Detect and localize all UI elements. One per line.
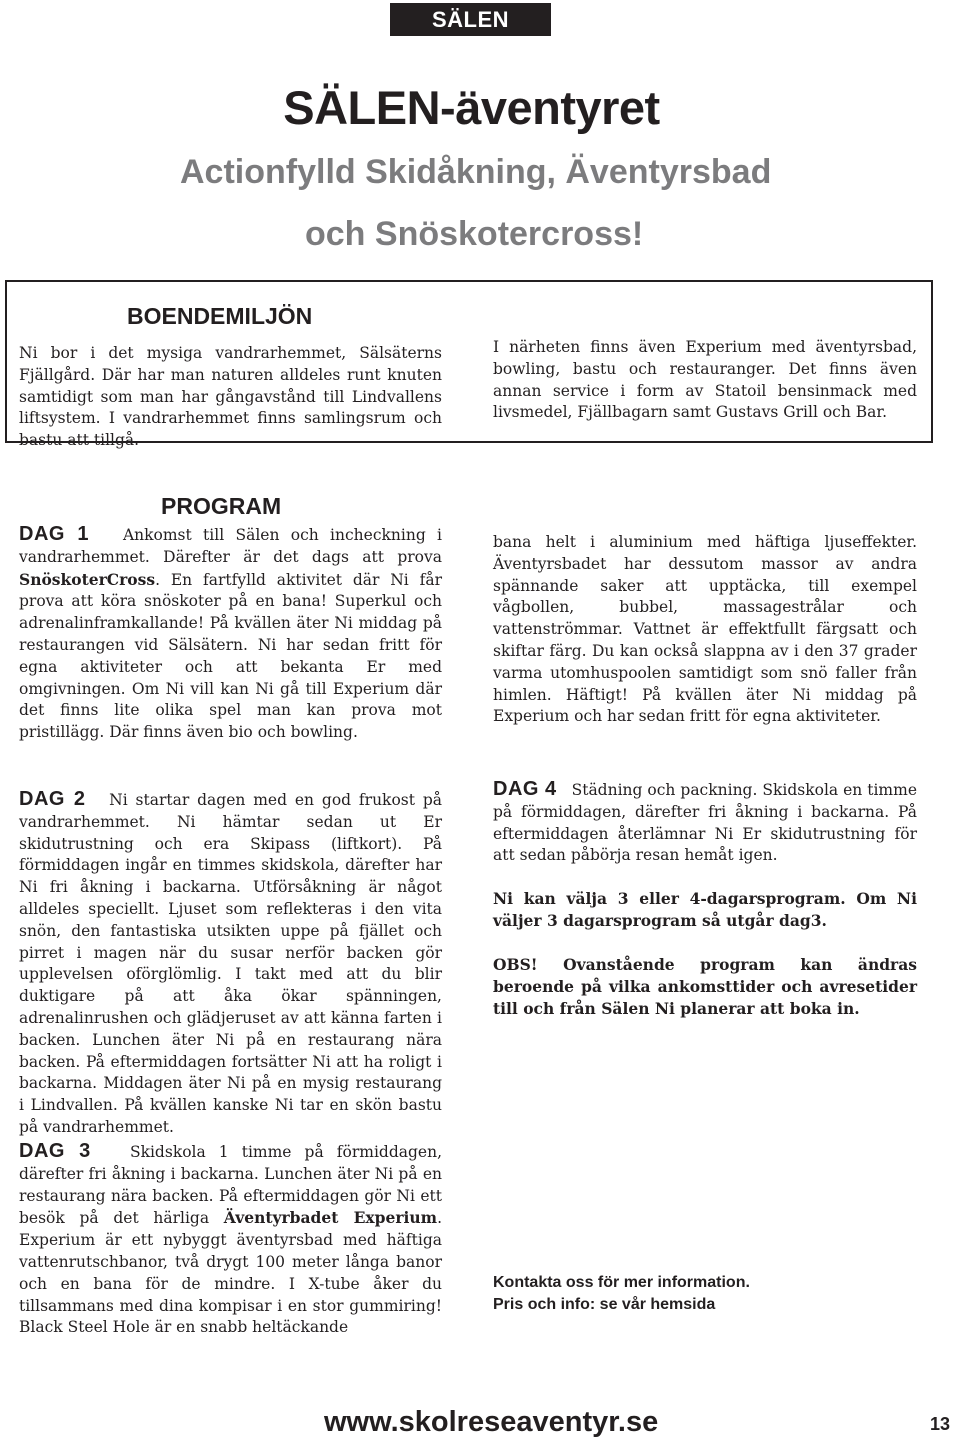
program-choice-note: Ni kan välja 3 eller 4-dagarsprogram. Om Ni väljer 3 dagarsprogram så utgår dag3. <box>493 889 917 930</box>
day1-bold: SnöskoterCross <box>19 569 156 589</box>
day2-label: DAG 2 <box>19 788 86 810</box>
program-obs-note: OBS! Ovanstående program kan ändras beroende på vilka ankomsttider och avresetider till och från Sälen Ni planerar att boka in. <box>493 955 917 1018</box>
page-number: 13 <box>930 1414 951 1434</box>
day2-text: Ni startar dagen med en god frukost på vandrarhemmet. Ni hämtar sedan ut Er skidutrustning och era Skipass (liftkort). På förmiddagen ingår en timmes skidskola, därefter har Ni fri åkning i backarna. Utförsåkning är något alldeles speciellt. Ljuset som reflekteras i den vita snön, den fantastiska utsikten uppe på fjället och pirret i magen när du susar nerför backen gör upplevelsen oförglömlig. I takt med att du blir duktigare på att åka ökar spänningen, adrenalinrushen och glädjeruset av att känna farten i backen. Lunchen äter Ni på en restaurang nära backen. På eftermiddagen fortsätter Ni att ha roligt i backarna. Middagen äter Ni på en mysig restaurang i Lindvallen. På kvällen kanske Ni tar en skön bastu på vandrarhemmet. <box>19 791 442 1136</box>
day4-text: Städning och packning. Skidskola en timme på förmiddagen, därefter fri åkning i backarna. På eftermiddagen återlämnar Ni Er skidutrustning för att sedan påbörja resan hemåt igen. <box>493 781 917 865</box>
page-title: SÄLEN-äventyret <box>283 81 660 134</box>
accommodation-heading: BOENDEMILJÖN <box>127 303 313 329</box>
section-tab: SÄLEN <box>390 3 551 36</box>
day3-bold: Äventyrbadet Experium <box>223 1208 438 1228</box>
accommodation-text-right: I närheten finns även Experium med äventyrsbad, bowling, bastu och restauranger. Det finns även annan service i form av Statoil bensinmack med livsmedel, Fjällbagarn samt Gustavs Grill och Bar. <box>493 338 917 422</box>
program-heading: PROGRAM <box>161 493 282 519</box>
subtitle-line-1: Actionfylld Skidåkning, Äventyrsbad <box>180 153 772 191</box>
experium-continued-text: bana helt i aluminium med häftiga ljuseffekter. Äventyrsbadet har dessutom massor av andra spännande saker att upptäcka, till exempel vågbollen, bubbel, massagestrålar och vattenströmmar. Vattnet är effektfullt färgsatt och skiftar färg. Du kan också slappna av i den 37 grader varma utomhuspoolen samtidigt som snö faller från himlen. Häftigt! På kvällen äter Ni middag på Experium och har sedan fritt för egna aktiviteter. <box>493 533 917 726</box>
day3-paragraph <box>19 1141 442 1339</box>
accommodation-text-left: Ni bor i det mysiga vandrarhemmet, Sälsäterns Fjällgård. Där har man naturen alldeles runt knuten samtidigt som man har gångavstånd till Lindvallens liftsystem. I vandrarhemmet finns samlingsrum och bastu att tillgå. <box>19 344 442 450</box>
day3-text-a: Skidskola 1 timme på förmiddagen, därefter fri åkning i backarna. Lunchen äter Ni på en restaurang nära backen. På eftermiddagen gör Ni ett besök på det härliga <box>19 1143 443 1228</box>
day4-paragraph <box>493 779 917 867</box>
footer-website-link[interactable]: www.skolreseaventyr.se <box>324 1406 659 1438</box>
day3-label: DAG 3 <box>19 1140 91 1162</box>
subtitle-line-2: och Snöskotercross! <box>305 215 644 253</box>
day1-text-a: Ankomst till Sälen och incheckning i vandrarhemmet. Därefter är det dags att prova <box>19 526 443 566</box>
contact-info <box>493 1272 933 1316</box>
day1-paragraph <box>19 524 442 744</box>
day1-text-b: . En fartfylld aktivitet där Ni får prova att köra snöskoter på en bana! Superkul och adrenalinframkallande! På kvällen äter Ni middag på restaurangen vid Sälsätern. Ni har sedan fritt för egna aktiviteter och att bekanta Er med omgivningen. Om Ni vill kan Ni gå till Experium där det finns lite olika spel man kan prova mot pristillägg. Där finns även bio och bowling. <box>19 570 442 742</box>
contact-line-1: Kontakta oss för mer information. <box>493 1274 750 1291</box>
contact-line-2: Pris och info: se vår hemsida <box>493 1296 716 1313</box>
day3-text-b: . Experium är ett nybyggt äventyrsbad med häftiga vattenrutschbanor, två drygt 100 meter långa banor och en bana för de mindre. I X-tube åker du tillsammans med dina kompisar i en stor gummiring! Black Steel Hole är en snabb heltäckande <box>19 1209 442 1337</box>
day1-label: DAG 1 <box>19 523 90 545</box>
day4-label: DAG 4 <box>493 778 557 800</box>
day2-paragraph <box>19 789 442 1139</box>
